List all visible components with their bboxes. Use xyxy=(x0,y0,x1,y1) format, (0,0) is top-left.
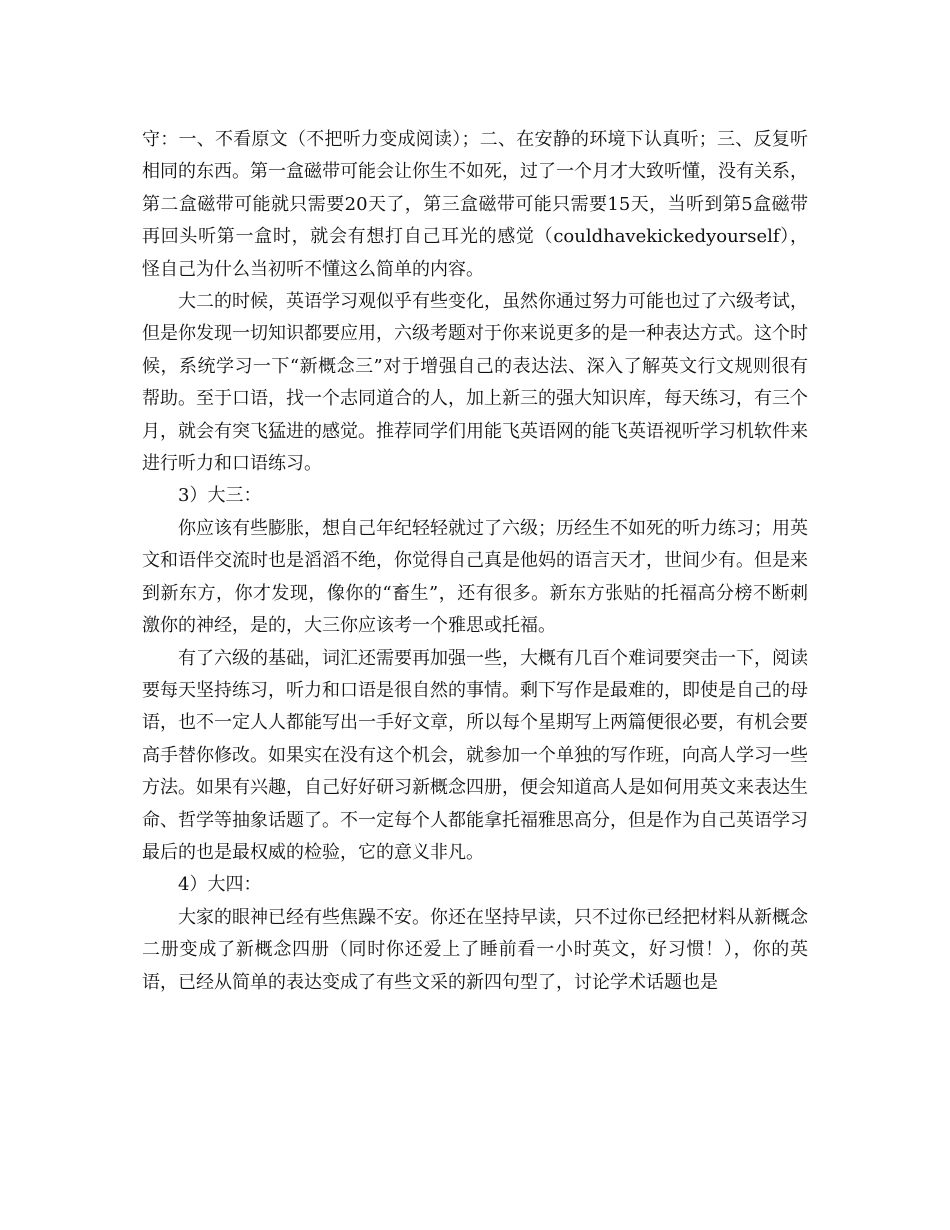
paragraph-sophomore: 大二的时候，英语学习观似乎有些变化，虽然你通过努力可能也过了六级考试，但是你发现一切知识都要应用，六级考题对于你来说更多的是一种表达方式。这个时候，系统学习一下“新概念三”对于增强自己的表达法、深入了解英文行文规则很有帮助。至于口语，找一个志同道合的人，加上新三的强大知识库，每天练习，有三个月，就会有突飞猛进的感觉。推荐同学们用能飞英语网的能飞英语视听学习机软件来进行听力和口语练习。 xyxy=(142,291,808,475)
document-body xyxy=(142,124,808,999)
heading-senior-year: 4）大四： xyxy=(178,874,262,896)
paragraph-junior-study: 有了六级的基础，词汇还需要再加强一些，大概有几百个难词要突击一下，阅读要每天坚持练习，听力和口语是很自然的事情。剩下写作是最难的，即使是自己的母语，也不一定人人都能写出一手好文章，所以每个星期写上两篇便很必要，有机会要高手替你修改。如果实在没有这个机会，就参加一个单独的写作班，向高人学习一些方法。如果有兴趣，自己好好研习新概念四册，便会知道高人是如何用英文来表达生命、哲学等抽象话题了。不一定每个人都能拿托福雅思高分，但是作为自己英语学习最后的也是最权威的检验，它的意义非凡。 xyxy=(142,647,808,863)
paragraph-junior-intro: 你应该有些膨胀，想自己年纪轻轻就过了六级；历经生不如死的听力练习；用英文和语伴交流时也是滔滔不绝，你觉得自己真是他妈的语言天才，世间少有。但是来到新东方，你才发现，像你的“畜生”，还有很多。新东方张贴的托福高分榜不断刺激你的神经，是的，大三你应该考一个雅思或托福。 xyxy=(142,517,808,637)
heading-junior-year: 3）大三： xyxy=(178,485,262,507)
paragraph-senior-intro: 大家的眼神已经有些焦躁不安。你还在坚持早读，只不过你已经把材料从新概念二册变成了新概念四册（同时你还爱上了睡前看一小时英文，好习惯！），你的英语，已经从简单的表达变成了有些文采的新四句型了，讨论学术话题也是 xyxy=(142,906,808,993)
paragraph-listening-tips: 守：一、不看原文（不把听力变成阅读）；二、在安静的环境下认真听；三、反复听相同的东西。第一盒磁带可能会让你生不如死，过了一个月才大致听懂，没有关系，第二盒磁带可能就只需要20天了，第三盒磁带可能只需要15天，当听到第5盒磁带再回头听第一盒时，就会有想打自己耳光的感觉（couldhavekickedyourself），怪自己为什么当初听不懂这么简单的内容。 xyxy=(142,129,808,280)
